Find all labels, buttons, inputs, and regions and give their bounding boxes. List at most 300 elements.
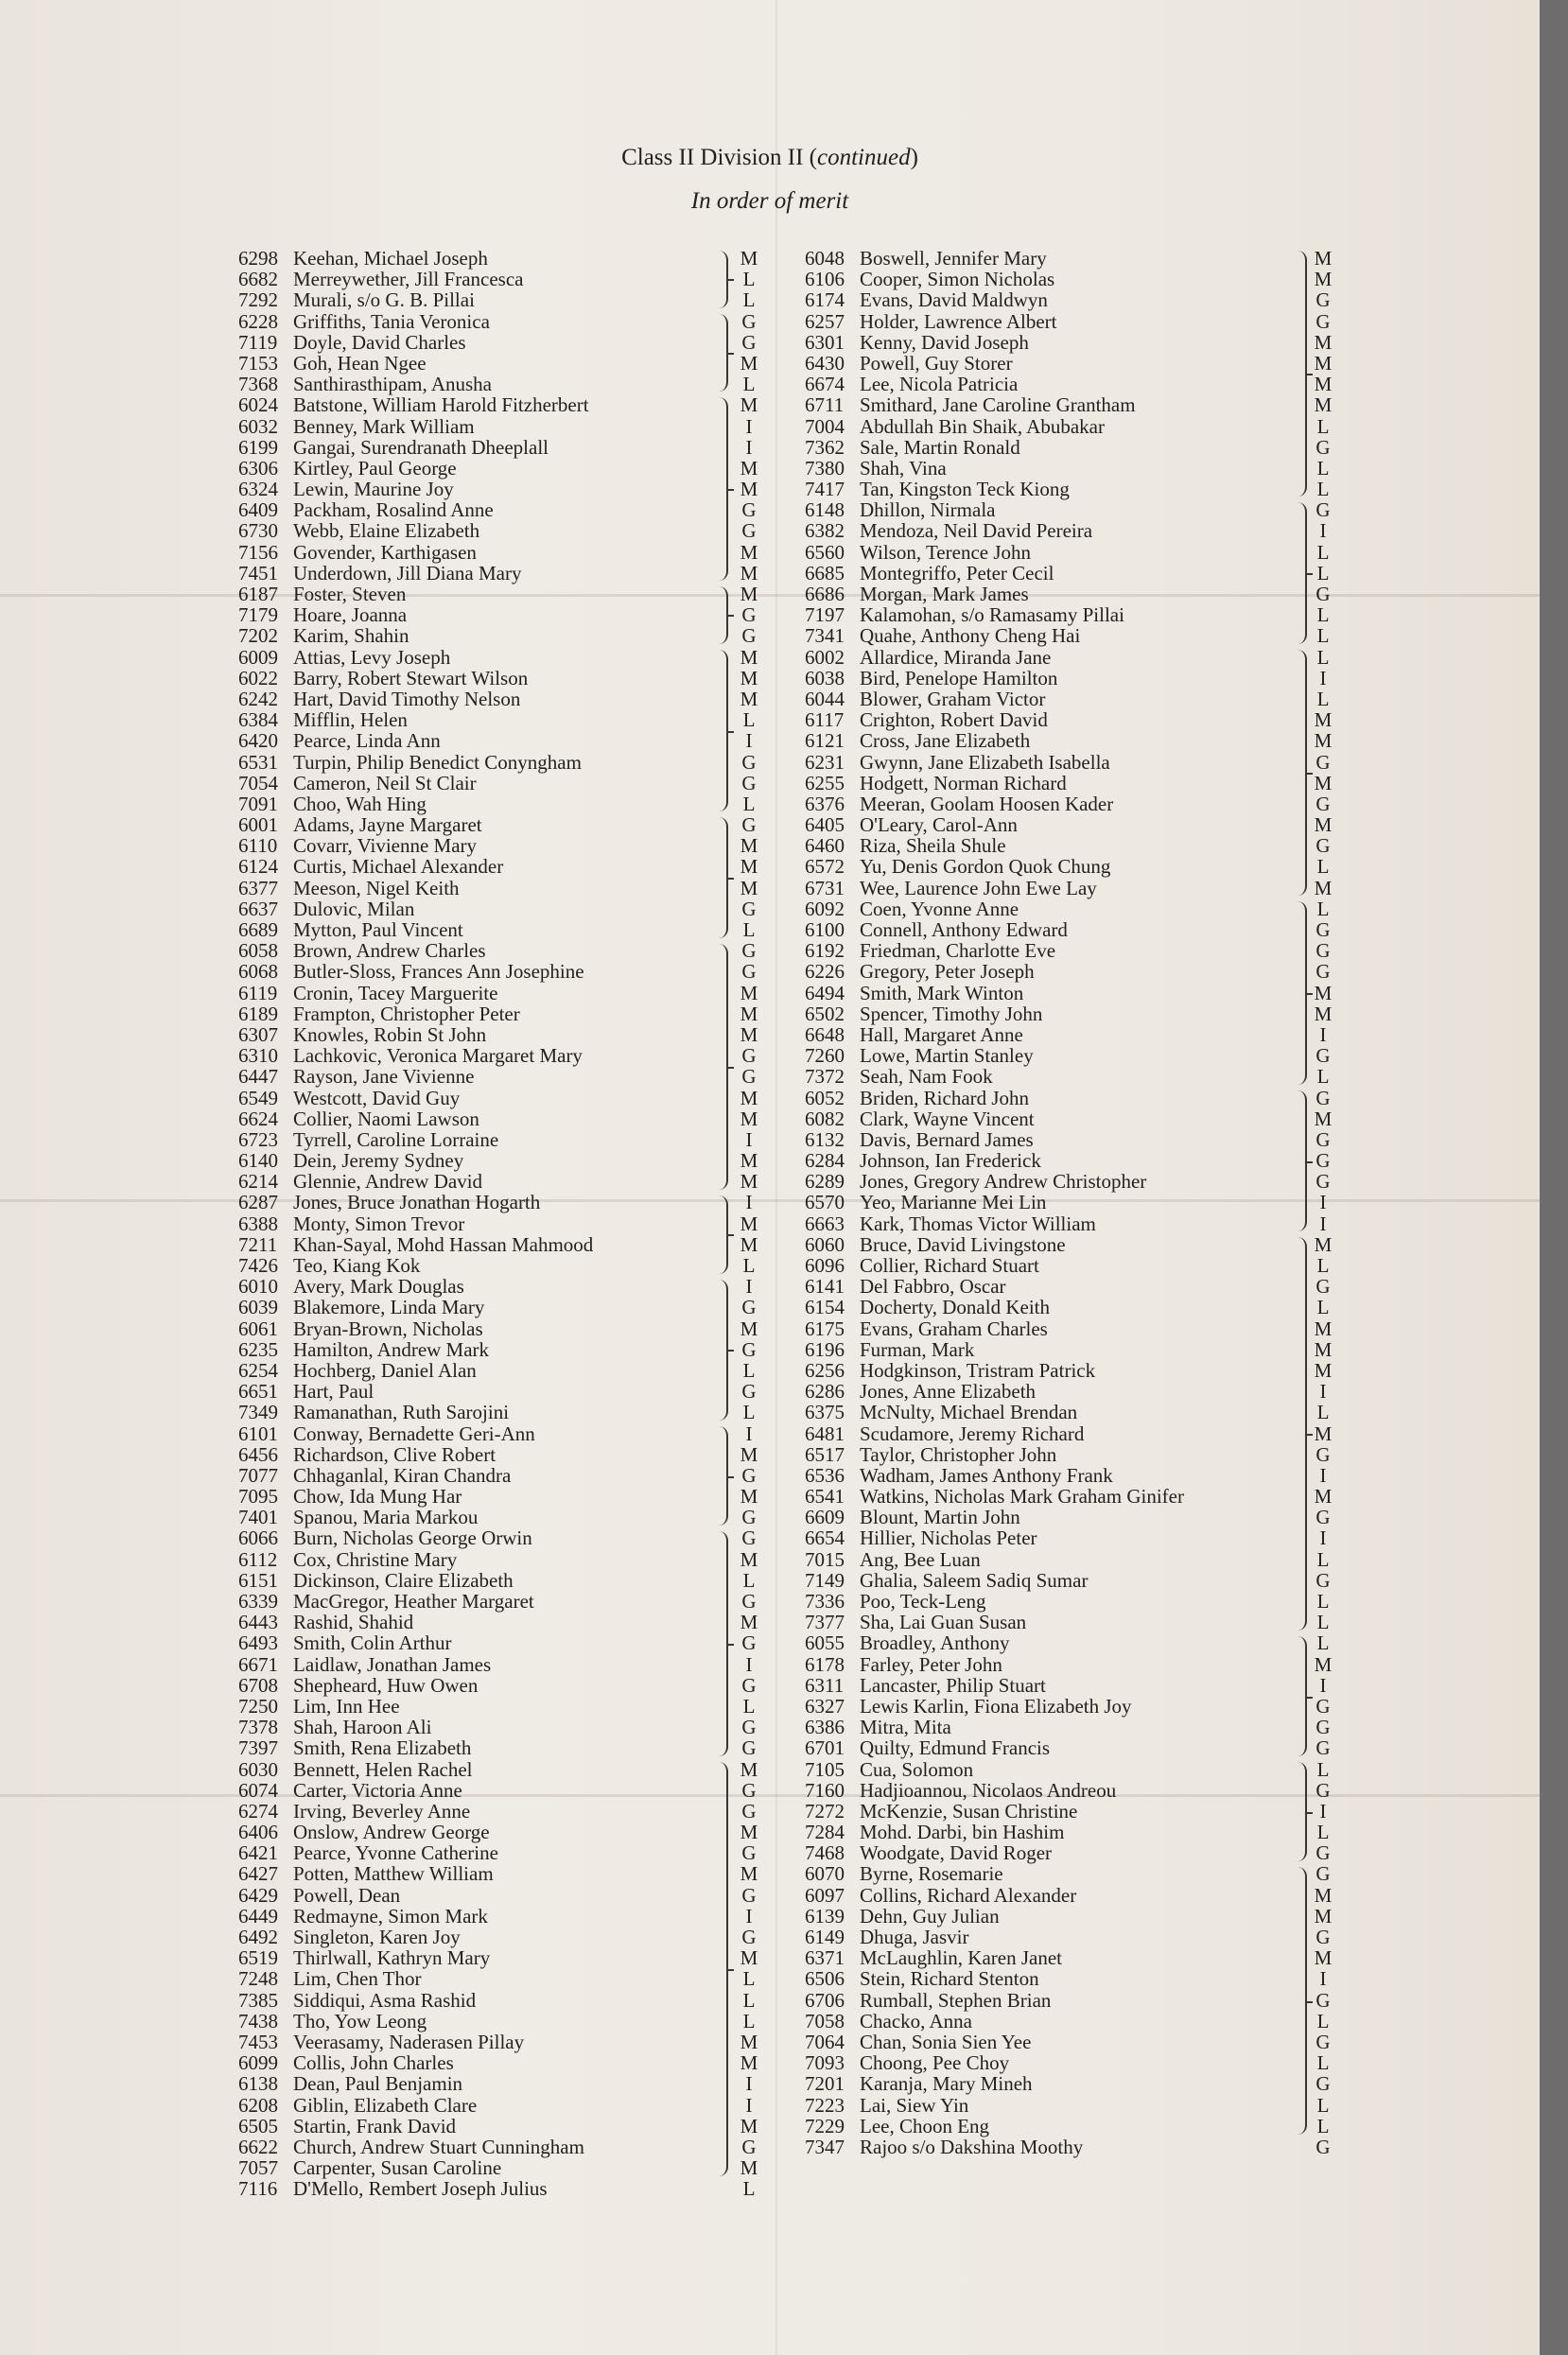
candidate-row <box>238 1045 760 1066</box>
candidate-name: Spanou, Maria Markou <box>293 1506 479 1529</box>
candidate-number: 6376 <box>805 792 845 815</box>
candidate-number: 6112 <box>238 1547 278 1571</box>
candidate-name: Chacko, Anna <box>860 2009 972 2032</box>
candidate-grade: G <box>1315 1988 1331 2012</box>
candidate-number: 6430 <box>805 351 845 375</box>
candidate-name: Burn, Nicholas George Orwin <box>293 1526 532 1550</box>
candidate-row <box>805 437 1334 458</box>
candidate-grade: L <box>742 918 756 941</box>
candidate-number: 6730 <box>238 519 278 543</box>
candidate-number: 7179 <box>238 603 278 627</box>
candidate-row <box>238 1171 760 1192</box>
candidate-row <box>238 1066 760 1087</box>
candidate-number: 6096 <box>805 1254 845 1277</box>
candidate-number: 6549 <box>238 1086 278 1109</box>
candidate-grade: G <box>1315 939 1331 963</box>
merit-group-bracket <box>1298 901 1307 1085</box>
candidate-name: Merreywether, Jill Francesca <box>293 268 524 291</box>
candidate-row <box>238 1632 760 1653</box>
candidate-row <box>805 1108 1334 1129</box>
candidate-row <box>805 625 1334 646</box>
candidate-number: 7091 <box>238 792 278 815</box>
candidate-number: 6048 <box>805 247 845 270</box>
candidate-row <box>238 563 760 584</box>
candidate-name: Dhillon, Nirmala <box>860 498 996 522</box>
candidate-row <box>805 563 1334 584</box>
candidate-grade: G <box>1315 1044 1331 1068</box>
candidate-number: 6068 <box>238 960 278 984</box>
candidate-row <box>805 1486 1334 1507</box>
candidate-name: Benney, Mark William <box>293 414 475 438</box>
candidate-number: 6409 <box>238 498 278 522</box>
candidate-grade: M <box>740 2156 758 2180</box>
candidate-row <box>238 499 760 520</box>
candidate-grade: G <box>1315 2072 1331 2096</box>
candidate-name: Montegriffo, Peter Cecil <box>860 561 1054 584</box>
candidate-number: 6257 <box>805 309 845 333</box>
candidate-row <box>238 437 760 458</box>
candidate-number: 6456 <box>238 1442 278 1466</box>
candidate-number: 6151 <box>238 1568 278 1592</box>
candidate-number: 6140 <box>238 1149 278 1173</box>
candidate-grade: M <box>740 561 758 584</box>
candidate-name: Rumball, Stephen Brian <box>860 1988 1052 2012</box>
candidate-row <box>805 1885 1334 1906</box>
candidate-name: Siddiqui, Asma Rashid <box>293 1988 477 2012</box>
candidate-number: 6421 <box>238 1841 278 1865</box>
candidate-grade: L <box>742 1694 756 1718</box>
candidate-number: 7380 <box>805 456 845 480</box>
candidate-grade: M <box>740 540 758 564</box>
candidate-row <box>805 647 1334 668</box>
candidate-grade: L <box>1316 1296 1330 1319</box>
candidate-row <box>805 311 1334 332</box>
candidate-name: Scudamore, Jeremy Richard <box>860 1422 1085 1445</box>
candidate-row <box>805 1591 1334 1612</box>
candidate-number: 6560 <box>805 540 845 564</box>
candidate-name: Dein, Jeremy Sydney <box>293 1149 464 1173</box>
candidate-row <box>238 835 760 856</box>
candidate-row <box>805 1234 1334 1255</box>
candidate-grade: L <box>742 1967 756 1991</box>
candidate-number: 6148 <box>805 498 845 522</box>
candidate-row <box>805 1192 1334 1212</box>
candidate-number: 7401 <box>238 1506 278 1529</box>
candidate-number: 6375 <box>805 1401 845 1424</box>
candidate-grade: G <box>1315 750 1331 774</box>
candidate-grade: I <box>1319 1967 1327 1991</box>
candidate-number: 7250 <box>238 1694 278 1718</box>
candidate-name: Keehan, Michael Joseph <box>293 247 488 270</box>
candidate-row <box>805 479 1334 499</box>
candidate-row <box>238 1717 760 1737</box>
candidate-number: 7202 <box>238 624 278 648</box>
candidate-number: 6541 <box>805 1485 845 1509</box>
candidate-grade: G <box>741 1590 757 1613</box>
candidate-row <box>805 1381 1334 1402</box>
candidate-number: 6149 <box>805 1926 845 1948</box>
candidate-row <box>805 1171 1334 1192</box>
candidate-grade: G <box>1315 1442 1331 1466</box>
candidate-row <box>238 542 760 563</box>
candidate-row <box>805 604 1334 625</box>
candidate-name: Redmayne, Simon Mark <box>293 1904 488 1928</box>
candidate-number: 6648 <box>805 1022 845 1046</box>
candidate-name: Ramanathan, Ruth Sarojini <box>293 1401 510 1424</box>
candidate-grade: M <box>740 876 758 899</box>
candidate-number: 6289 <box>805 1170 845 1194</box>
candidate-name: Sale, Martin Ronald <box>860 435 1020 459</box>
candidate-number: 6024 <box>238 393 278 417</box>
candidate-grade: G <box>1315 1506 1331 1529</box>
candidate-row <box>805 794 1334 814</box>
candidate-grade: G <box>741 1044 757 1068</box>
candidate-name: Covarr, Vivienne Mary <box>293 834 478 858</box>
candidate-row <box>805 814 1334 835</box>
candidate-row <box>238 898 760 919</box>
candidate-number: 6674 <box>805 373 845 396</box>
candidate-row <box>805 1549 1334 1570</box>
candidate-grade: M <box>1314 1652 1333 1676</box>
candidate-grade: M <box>1314 247 1333 270</box>
candidate-name: Dehn, Guy Julian <box>860 1904 1000 1928</box>
candidate-number: 7292 <box>238 288 278 312</box>
candidate-row <box>238 919 760 940</box>
candidate-number: 6388 <box>238 1212 278 1235</box>
candidate-name: Pearce, Yvonne Catherine <box>293 1841 498 1865</box>
candidate-row <box>238 940 760 961</box>
candidate-name: Gregory, Peter Joseph <box>860 960 1035 984</box>
candidate-grade: G <box>1315 960 1331 984</box>
candidate-name: Packham, Rosalind Anne <box>293 498 494 522</box>
candidate-grade: M <box>740 666 758 689</box>
candidate-name: Santhirasthipam, Anusha <box>293 373 492 396</box>
candidate-grade: M <box>740 1862 758 1886</box>
candidate-number: 6406 <box>238 1821 278 1844</box>
candidate-number: 6196 <box>805 1337 845 1361</box>
candidate-name: Watkins, Nicholas Mark Graham Ginifer <box>860 1485 1184 1509</box>
candidate-number: 6384 <box>238 708 278 732</box>
candidate-number: 6231 <box>805 750 845 774</box>
candidate-grade: I <box>1319 1191 1327 1214</box>
candidate-number: 6117 <box>805 708 845 732</box>
candidate-grade: G <box>1315 1778 1331 1802</box>
candidate-row <box>238 2095 760 2116</box>
merit-group-bracket <box>1298 1237 1307 1631</box>
candidate-number: 6481 <box>805 1422 845 1445</box>
candidate-name: Davis, Bernard James <box>860 1127 1034 1151</box>
candidate-grade: L <box>1316 855 1330 879</box>
candidate-name: Dickinson, Claire Elizabeth <box>293 1568 514 1592</box>
candidate-name: Kenny, David Joseph <box>860 330 1029 354</box>
candidate-name: Barry, Robert Stewart Wilson <box>293 666 529 689</box>
candidate-grade: G <box>741 624 757 648</box>
candidate-row <box>805 2052 1334 2073</box>
candidate-grade: L <box>1316 1611 1330 1634</box>
candidate-number: 6570 <box>805 1191 845 1214</box>
candidate-name: Smith, Colin Arthur <box>293 1631 452 1655</box>
candidate-number: 7156 <box>238 540 278 564</box>
candidate-row <box>238 479 760 499</box>
candidate-grade: L <box>1316 1401 1330 1424</box>
candidate-grade: M <box>740 478 758 501</box>
candidate-number: 6121 <box>805 729 845 753</box>
candidate-grade: L <box>1316 1547 1330 1571</box>
candidate-row <box>805 1045 1334 1066</box>
candidate-name: Choo, Wah Hing <box>293 792 427 815</box>
candidate-grade: G <box>1315 1568 1331 1592</box>
candidate-row <box>238 961 760 982</box>
candidate-row <box>238 773 760 794</box>
candidate-grade: L <box>742 1568 756 1592</box>
candidate-name: Hillier, Nicholas Peter <box>860 1526 1037 1550</box>
left-results-column <box>238 248 760 2199</box>
candidate-name: Evans, Graham Charles <box>860 1317 1048 1340</box>
candidate-name: Westcott, David Guy <box>293 1086 461 1109</box>
candidate-grade: M <box>1314 1422 1333 1445</box>
candidate-grade: L <box>1316 1631 1330 1655</box>
candidate-row <box>238 814 760 835</box>
candidate-number: 6174 <box>805 288 845 312</box>
candidate-row <box>238 2073 760 2094</box>
candidate-number: 6517 <box>805 1442 845 1466</box>
candidate-row <box>238 730 760 751</box>
candidate-number: 6429 <box>238 1883 278 1907</box>
candidate-grade: G <box>1315 583 1331 605</box>
candidate-name: Farley, Peter John <box>860 1652 1002 1676</box>
candidate-name: Blakemore, Linda Mary <box>293 1296 485 1319</box>
candidate-row <box>805 394 1334 415</box>
candidate-grade: L <box>742 1254 756 1277</box>
candidate-name: Chan, Sonia Sien Yee <box>860 2030 1032 2053</box>
candidate-name: Stein, Richard Stenton <box>860 1967 1039 1991</box>
candidate-number: 6654 <box>805 1526 845 1550</box>
candidate-row <box>805 269 1334 289</box>
candidate-number: 6502 <box>805 1002 845 1025</box>
candidate-number: 6651 <box>238 1380 278 1404</box>
candidate-name: Cronin, Tacey Marguerite <box>293 981 498 1004</box>
candidate-number: 7153 <box>238 351 278 375</box>
candidate-number: 6082 <box>805 1107 845 1130</box>
candidate-name: Friedman, Charlotte Eve <box>860 939 1056 963</box>
candidate-row <box>805 1276 1334 1297</box>
candidate-grade: M <box>1314 1358 1333 1382</box>
candidate-row <box>238 2157 760 2178</box>
candidate-name: Giblin, Elizabeth Clare <box>293 2093 478 2117</box>
candidate-grade: I <box>1319 1463 1327 1487</box>
candidate-grade: M <box>1314 1107 1333 1130</box>
candidate-row <box>238 1990 760 2011</box>
candidate-number: 6097 <box>805 1883 845 1907</box>
candidate-row <box>805 1759 1334 1780</box>
candidate-grade: I <box>1319 1799 1327 1823</box>
candidate-name: McKenzie, Susan Christine <box>860 1799 1078 1823</box>
candidate-name: Ghalia, Saleem Sadiq Sumar <box>860 1568 1089 1592</box>
candidate-name: Conway, Bernadette Geri-Ann <box>293 1422 535 1445</box>
candidate-grade: L <box>1316 1821 1330 1844</box>
candidate-row <box>238 1696 760 1717</box>
candidate-grade: L <box>742 373 756 396</box>
candidate-name: Taylor, Christopher John <box>860 1442 1057 1466</box>
candidate-number: 7284 <box>805 1821 845 1844</box>
candidate-number: 6731 <box>805 876 845 899</box>
candidate-grade: G <box>741 939 757 963</box>
candidate-number: 6255 <box>805 771 845 794</box>
candidate-number: 7260 <box>805 1044 845 1068</box>
candidate-name: Veerasamy, Naderasen Pillay <box>293 2030 525 2053</box>
candidate-number: 6242 <box>238 687 278 710</box>
candidate-name: Rajoo s/o Dakshina Moothy <box>860 2135 1084 2158</box>
candidate-grade: G <box>741 1736 757 1760</box>
candidate-grade: G <box>1315 2030 1331 2053</box>
candidate-row <box>805 374 1334 394</box>
merit-group-bracket <box>719 397 728 581</box>
candidate-row <box>805 1444 1334 1465</box>
candidate-grade: M <box>740 687 758 710</box>
candidate-name: Powell, Dean <box>293 1883 401 1907</box>
candidate-row <box>238 1527 760 1548</box>
candidate-grade: G <box>1315 1841 1331 1865</box>
candidate-grade: L <box>1316 456 1330 480</box>
merit-group-bracket <box>719 1762 728 2176</box>
candidate-grade: M <box>1314 876 1333 899</box>
candidate-grade: L <box>742 2009 756 2032</box>
candidate-name: Doyle, David Charles <box>293 330 466 354</box>
candidate-name: Griffiths, Tania Veronica <box>293 309 490 333</box>
candidate-grade: L <box>742 1358 756 1382</box>
merit-group-bracket <box>719 1426 728 1526</box>
candidate-number: 6070 <box>805 1862 845 1886</box>
candidate-number: 6324 <box>238 478 278 501</box>
candidate-grade: G <box>741 603 757 627</box>
candidate-number: 7149 <box>805 1568 845 1592</box>
candidate-name: Avery, Mark Douglas <box>293 1275 464 1299</box>
candidate-row <box>805 248 1334 269</box>
candidate-name: Cooper, Simon Nicholas <box>860 268 1055 291</box>
candidate-row <box>238 1863 760 1884</box>
candidate-row <box>238 248 760 269</box>
candidate-row <box>238 289 760 310</box>
candidate-number: 7054 <box>238 771 278 794</box>
merit-group-bracket <box>719 817 728 937</box>
candidate-number: 6214 <box>238 1170 278 1194</box>
candidate-grade: M <box>1314 1946 1333 1970</box>
candidate-row <box>238 1255 760 1276</box>
candidate-row <box>805 1024 1334 1045</box>
candidate-grade: M <box>740 1757 758 1781</box>
candidate-row <box>238 353 760 374</box>
candidate-row <box>238 584 760 604</box>
candidate-row <box>805 1003 1334 1024</box>
candidate-number: 6506 <box>805 1967 845 1991</box>
candidate-grade: G <box>741 519 757 543</box>
candidate-number: 7058 <box>805 2009 845 2032</box>
candidate-grade: M <box>740 1212 758 1235</box>
candidate-number: 7378 <box>238 1716 278 1739</box>
candidate-name: Hall, Margaret Anne <box>860 1022 1023 1046</box>
candidate-name: Goh, Hean Ngee <box>293 351 427 375</box>
candidate-row <box>238 856 760 877</box>
candidate-grade: L <box>1316 540 1330 564</box>
candidate-number: 6494 <box>805 981 845 1004</box>
candidate-name: Connell, Anthony Edward <box>860 918 1068 941</box>
candidate-number: 7336 <box>805 1590 845 1613</box>
candidate-number: 6701 <box>805 1736 845 1760</box>
candidate-number: 7248 <box>238 1967 278 1991</box>
candidate-grade: L <box>1316 897 1330 920</box>
merit-group-bracket <box>719 1531 728 1756</box>
candidate-name: Collis, John Charles <box>293 2051 454 2075</box>
candidate-grade: M <box>740 981 758 1004</box>
candidate-grade: L <box>1316 1065 1330 1089</box>
candidate-grade: G <box>1315 918 1331 941</box>
candidate-name: Meeran, Goolam Hoosen Kader <box>860 792 1114 815</box>
candidate-name: Gwynn, Jane Elizabeth Isabella <box>860 750 1110 774</box>
candidate-row <box>805 1737 1334 1758</box>
candidate-grade: L <box>1316 687 1330 710</box>
candidate-name: Yeo, Marianne Mei Lin <box>860 1191 1047 1214</box>
candidate-name: Morgan, Mark James <box>860 583 1029 605</box>
candidate-row <box>238 1570 760 1591</box>
candidate-name: Kirtley, Paul George <box>293 456 457 480</box>
candidate-number: 6066 <box>238 1526 278 1550</box>
candidate-grade: G <box>741 1526 757 1550</box>
candidate-number: 6371 <box>805 1946 845 1970</box>
candidate-grade: M <box>740 855 758 879</box>
candidate-row <box>238 1213 760 1234</box>
candidate-name: D'Mello, Rembert Joseph Julius <box>293 2177 548 2201</box>
candidate-grade: I <box>1319 1380 1327 1404</box>
candidate-grade: G <box>741 1883 757 1907</box>
candidate-number: 7064 <box>805 2030 845 2053</box>
candidate-name: Mendoza, Neil David Pereira <box>860 519 1093 543</box>
candidate-number: 7197 <box>805 603 845 627</box>
candidate-name: Lim, Inn Hee <box>293 1694 400 1718</box>
merit-group-bracket <box>719 314 728 392</box>
candidate-grade: M <box>1314 813 1333 837</box>
candidate-name: Hart, Paul <box>293 1380 375 1404</box>
candidate-name: Brown, Andrew Charles <box>293 939 486 963</box>
right-results-column <box>805 248 1334 2157</box>
candidate-number: 6284 <box>805 1149 845 1173</box>
candidate-row <box>805 1968 1334 1989</box>
candidate-row <box>805 1612 1334 1632</box>
candidate-name: Bruce, David Livingstone <box>860 1232 1066 1256</box>
candidate-number: 6092 <box>805 897 845 920</box>
candidate-row <box>805 458 1334 479</box>
candidate-name: Yu, Denis Gordon Quok Chung <box>860 855 1111 879</box>
candidate-row <box>238 1003 760 1024</box>
candidate-grade: M <box>740 456 758 480</box>
candidate-grade: G <box>741 2135 757 2158</box>
candidate-grade: G <box>741 1841 757 1865</box>
candidate-number: 6226 <box>805 960 845 984</box>
candidate-number: 6449 <box>238 1904 278 1928</box>
candidate-grade: M <box>740 351 758 375</box>
candidate-number: 6492 <box>238 1926 278 1948</box>
candidate-name: Lewis Karlin, Fiona Elizabeth Joy <box>860 1694 1132 1718</box>
candidate-number: 6055 <box>805 1631 845 1655</box>
candidate-name: Docherty, Donald Keith <box>860 1296 1050 1319</box>
candidate-row <box>805 584 1334 604</box>
merit-group-bracket <box>1298 1762 1307 1861</box>
candidate-number: 7453 <box>238 2030 278 2053</box>
candidate-row <box>238 394 760 415</box>
candidate-grade: L <box>1316 561 1330 584</box>
candidate-grade: M <box>1314 1485 1333 1509</box>
candidate-row <box>238 1737 760 1758</box>
candidate-name: Chhaganlal, Kiran Chandra <box>293 1463 512 1487</box>
